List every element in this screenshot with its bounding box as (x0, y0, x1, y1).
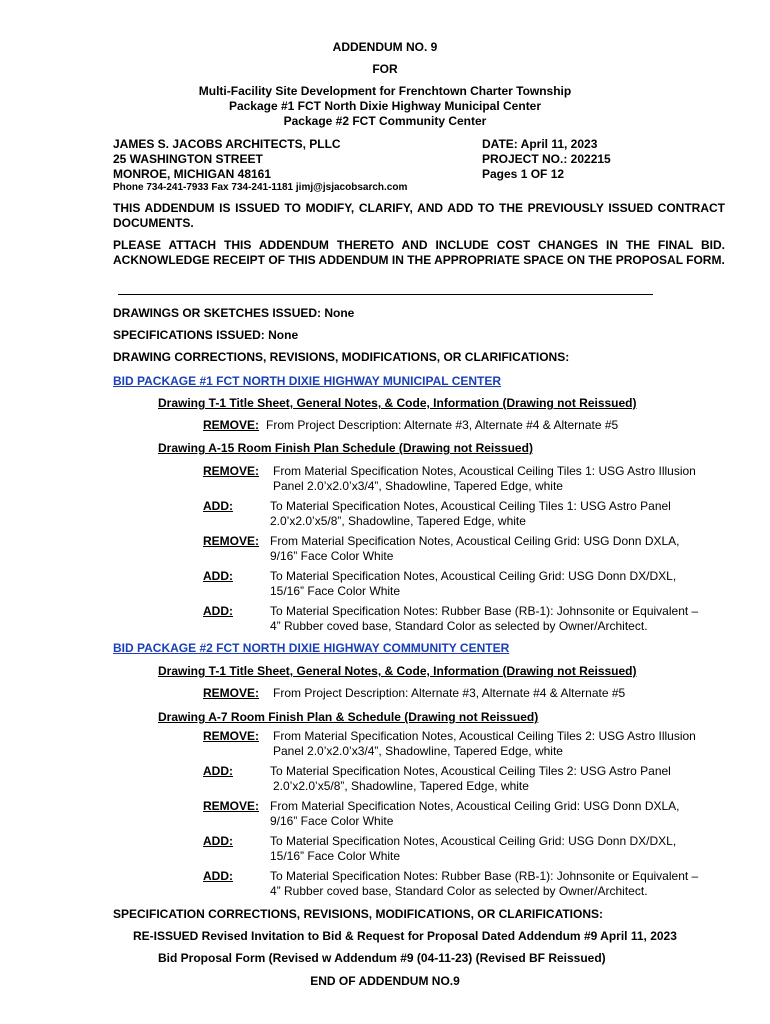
p2-item-4-line2: 15/16” Face Color White (270, 849, 401, 863)
p2-item-1-line1: From Material Specification Notes, Acoustical Ceiling Tiles 2: USG Astro Illusion (273, 729, 696, 743)
addendum-date: DATE: April 11, 2023 (482, 137, 598, 151)
p2-item-4-action: ADD: (203, 834, 233, 848)
specifications-issued: SPECIFICATIONS ISSUED: None (113, 328, 299, 342)
p2-item-1-action: REMOVE: (203, 729, 260, 743)
t1-remove-text: From Project Description: Alternate #3, Alternate #4 & Alternate #5 (266, 418, 619, 432)
p2-t1-remove-label: REMOVE: (203, 686, 260, 700)
p1-item-4-line1: To Material Specification Notes, Acoustical Ceiling Grid: USG Donn DX/DXL, (270, 569, 677, 583)
drawing-a15-heading: Drawing A-15 Room Finish Plan Schedule (Drawing not Reissued) (158, 441, 533, 455)
for-label: FOR (372, 62, 398, 76)
p2-item-3-line2: 9/16” Face Color White (270, 814, 394, 828)
p2-item-2-action: ADD: (203, 764, 233, 778)
project-number: PROJECT NO.: 202215 (482, 152, 611, 166)
p2-item-1-line2: Panel 2.0’x2.0’x3/4”, Shadowline, Tapered Edge, white (273, 744, 563, 758)
p2-t1-remove-text: From Project Description: Alternate #3, Alternate #4 & Alternate #5 (273, 686, 626, 700)
bid-package-1-heading: BID PACKAGE #1 FCT NORTH DIXIE HIGHWAY MUNICIPAL CENTER (113, 374, 502, 388)
p1-item-5-line1: To Material Specification Notes: Rubber Base (RB-1): Johnsonite or Equivalent – (270, 604, 699, 618)
package-1-title: Package #1 FCT North Dixie Highway Municipal Center (228, 99, 542, 113)
t1-remove-label: REMOVE: (203, 418, 260, 432)
intro-paragraph-1: THIS ADDENDUM IS ISSUED TO MODIFY, CLARIFY, AND ADD TO THE PREVIOUSLY ISSUED CONTRACT DOCUMENTS. (113, 201, 725, 230)
architect-street: 25 WASHINGTON STREET (113, 152, 263, 166)
p2-item-5-line1: To Material Specification Notes: Rubber Base (RB-1): Johnsonite or Equivalent – (270, 869, 699, 883)
p2-item-4-line1: To Material Specification Notes, Acoustical Ceiling Grid: USG Donn DX/DXL, (270, 834, 677, 848)
spec-corrections-heading: SPECIFICATION CORRECTIONS, REVISIONS, MODIFICATIONS, OR CLARIFICATIONS: (113, 907, 604, 921)
divider-line (118, 294, 653, 295)
package-2-title: Package #2 FCT Community Center (283, 114, 487, 128)
page-count: Pages 1 OF 12 (482, 167, 565, 181)
end-of-addendum: END OF ADDENDUM NO.9 (310, 974, 460, 988)
drawing-corrections-heading: DRAWING CORRECTIONS, REVISIONS, MODIFICATIONS, OR CLARIFICATIONS: (113, 350, 570, 364)
p2-drawing-t1-heading: Drawing T-1 Title Sheet, General Notes, & Code, Information (Drawing not Reissued) (158, 664, 637, 678)
architect-city: MONROE, MICHIGAN 48161 (113, 167, 272, 181)
p1-item-2-line2: 2.0’x2.0’x5/8”, Shadowline, Tapered Edge, white (270, 514, 526, 528)
p1-item-3-line1: From Material Specification Notes, Acoustical Ceiling Grid: USG Donn DXLA, (270, 534, 680, 548)
bid-package-2-heading: BID PACKAGE #2 FCT NORTH DIXIE HIGHWAY COMMUNITY CENTER (113, 641, 510, 655)
p1-item-3-line2: 9/16” Face Color White (270, 549, 394, 563)
architect-contact: Phone 734-241-7933 Fax 734-241-1181 jimj@jsjacobsarch.com (113, 182, 408, 193)
drawing-t1-heading: Drawing T-1 Title Sheet, General Notes, & Code, Information (Drawing not Reissued) (158, 396, 637, 410)
reissued-invitation: RE-ISSUED Revised Invitation to Bid & Request for Proposal Dated Addendum #9 April 11, 2023 (133, 929, 677, 943)
drawing-a7-heading: Drawing A-7 Room Finish Plan & Schedule (Drawing not Reissued) (158, 710, 539, 724)
p2-item-5-action: ADD: (203, 869, 233, 883)
p1-item-4-action: ADD: (203, 569, 233, 583)
p1-item-1-action: REMOVE: (203, 464, 260, 478)
p1-item-4-line2: 15/16” Face Color White (270, 584, 401, 598)
p1-item-5-line2: 4” Rubber coved base, Standard Color as selected by Owner/Architect. (270, 619, 648, 633)
p1-item-5-action: ADD: (203, 604, 233, 618)
project-title: Multi-Facility Site Development for Frenchtown Charter Township (198, 84, 572, 98)
bid-proposal-form: Bid Proposal Form (Revised w Addendum #9 (04-11-23) (Revised BF Reissued) (158, 951, 606, 965)
addendum-title: ADDENDUM NO. 9 (332, 40, 438, 54)
p2-item-5-line2: 4” Rubber coved base, Standard Color as selected by Owner/Architect. (270, 884, 648, 898)
p2-item-3-line1: From Material Specification Notes, Acoustical Ceiling Grid: USG Donn DXLA, (270, 799, 680, 813)
p1-item-2-line1: To Material Specification Notes, Acoustical Ceiling Tiles 1: USG Astro Panel (270, 499, 671, 513)
architect-name: JAMES S. JACOBS ARCHITECTS, PLLC (113, 137, 341, 151)
p1-item-1-line1: From Material Specification Notes, Acoustical Ceiling Tiles 1: USG Astro Illusion (273, 464, 696, 478)
p1-item-1-line2: Panel 2.0’x2.0’x3/4”, Shadowline, Tapered Edge, white (273, 479, 563, 493)
p2-item-2-line1: To Material Specification Notes, Acoustical Ceiling Tiles 2: USG Astro Panel (270, 764, 671, 778)
p2-item-3-action: REMOVE: (203, 799, 260, 813)
p1-item-3-action: REMOVE: (203, 534, 260, 548)
p1-item-2-action: ADD: (203, 499, 233, 513)
drawings-issued: DRAWINGS OR SKETCHES ISSUED: None (113, 306, 355, 320)
p2-item-2-line2: 2.0’x2.0’x5/8”, Shadowline, Tapered Edge, white (273, 779, 529, 793)
intro-paragraph-2: PLEASE ATTACH THIS ADDENDUM THERETO AND INCLUDE COST CHANGES IN THE FINAL BID. ACKNOWLEDGE RECEIPT OF THIS ADDENDUM IN THE APPROPRIATE SPACE ON THE PROPOSAL FORM. (113, 238, 725, 267)
